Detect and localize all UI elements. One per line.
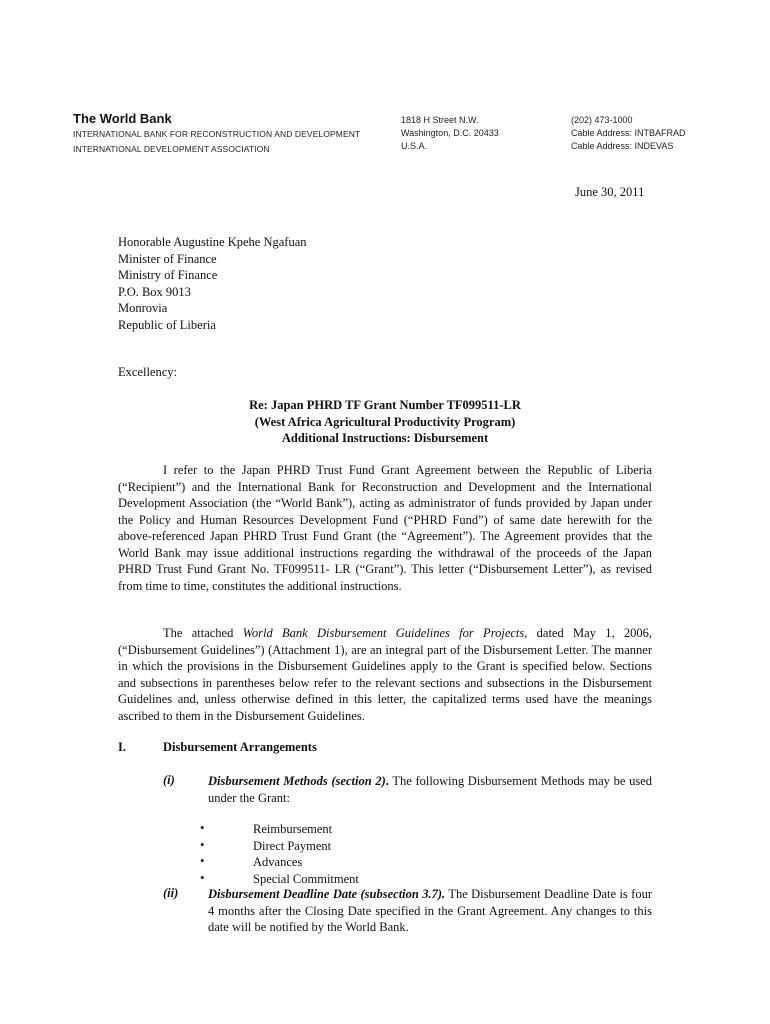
- bullet-icon: •: [200, 853, 205, 868]
- disbursement-methods-list: [200, 821, 359, 887]
- method-label: Direct Payment: [253, 838, 332, 853]
- list-item: [200, 871, 359, 888]
- salutation: Excellency:: [118, 365, 177, 379]
- letterhead-contact: [571, 114, 686, 153]
- subsection-disbursement-methods: [208, 773, 652, 806]
- method-label: Advances: [253, 855, 303, 869]
- subsection-deadline-date: [208, 886, 652, 936]
- recipient-line: Ministry of Finance: [118, 268, 218, 282]
- cable-address-1: Cable Address: INTBAFRAD: [571, 128, 686, 138]
- organization-line-ida: INTERNATIONAL DEVELOPMENT ASSOCIATION: [73, 144, 270, 154]
- subject-line-grant: Re: Japan PHRD TF Grant Number TF099511-LR: [249, 398, 521, 412]
- bullet-icon: •: [200, 820, 205, 835]
- paragraph-guidelines: [118, 625, 652, 724]
- address-city: Washington, D.C. 20433: [401, 128, 499, 138]
- letter-date: June 30, 2011: [575, 185, 645, 199]
- paragraph-guidelines-text-after: , dated May 1, 2006, (“Disbursement Guidelines”) (Attachment 1), are an integral part of the Disbursement Letter. The manner in which the provisions in the Disbursement Guidelines apply to the Grant is specified below. Sections and subsections in parentheses below refer to the relevant sections and subsections in the Disbursement Guidelines and, unless otherwise defined in this letter, the capitalized terms used have the meanings ascribed to them in the Disbursement Guidelines.: [118, 626, 652, 723]
- guidelines-document-title: World Bank Disbursement Guidelines for Projects: [242, 626, 525, 640]
- section-number: I.: [118, 740, 126, 754]
- address-street: 1818 H Street N.W.: [401, 115, 479, 125]
- address-country: U.S.A.: [401, 141, 428, 151]
- subsection-text: The following Disbursement Methods may be used under the Grant:: [208, 774, 652, 805]
- organization-line-ibrd: INTERNATIONAL BANK FOR RECONSTRUCTION AND DEVELOPMENT: [73, 129, 361, 139]
- recipient-line: P.O. Box 9013: [118, 284, 191, 299]
- subsection-heading: Disbursement Methods (section 2): [208, 774, 386, 788]
- paragraph-guidelines-text-before: The attached: [163, 626, 243, 640]
- method-label: Reimbursement: [253, 822, 333, 836]
- letterhead-organization: [73, 111, 360, 156]
- subject-line-instructions: Additional Instructions: Disbursement: [281, 431, 489, 445]
- bullet-icon: •: [200, 836, 205, 852]
- recipient-line: Republic of Liberia: [118, 317, 216, 332]
- list-item: [200, 854, 359, 871]
- list-item: [200, 838, 359, 855]
- letterhead-address: [401, 114, 499, 153]
- recipient-line: Monrovia: [118, 301, 168, 315]
- subsection-text: The Disbursement Deadline Date is four 4 months after the Closing Date specified in the Grant Agreement. Any changes to this date will be notified by the World Bank.: [208, 887, 652, 934]
- recipient-line: Honorable Augustine Kpehe Ngafuan: [118, 235, 307, 249]
- paragraph-introduction-text: I refer to the Japan PHRD Trust Fund Grant Agreement between the Republic of Liberia (“Recipient”) and the International Bank for Reconstruction and Development and the International Development Association (the “World Bank”), acting as administrator of funds provided by Japan under the Policy and Human Resources Development Fund (“PHRD Fund”) of same date herewith for the above-referenced Japan PHRD Trust Fund Grant (the “Agreement”). The Agreement provides that the World Bank may issue additional instructions regarding the withdrawal of the proceeds of the Japan PHRD Trust Fund Grant No. TF099511- LR (“Grant”). This letter (“Disbursement Letter”), as revised from time to time, constitutes the additional instructions.: [118, 463, 652, 593]
- cable-address-2: Cable Address: INDEVAS: [571, 141, 674, 151]
- subject-line-program: (West Africa Agricultural Productivity Program): [254, 414, 516, 429]
- subsection-number-i: (i): [163, 773, 175, 787]
- recipient-line: Minister of Finance: [118, 251, 217, 266]
- section-title: Disbursement Arrangements: [163, 740, 317, 754]
- method-label: Special Commitment: [253, 871, 359, 886]
- list-item: [200, 821, 359, 838]
- recipient-address: [118, 234, 307, 333]
- subsection-number-ii: (ii): [163, 886, 179, 900]
- paragraph-introduction: [118, 462, 652, 594]
- organization-name: The World Bank: [73, 111, 172, 126]
- subsection-heading-period: .: [385, 774, 389, 788]
- subject-block: [118, 397, 652, 447]
- bullet-icon: •: [200, 869, 205, 885]
- subsection-heading: Disbursement Deadline Date (subsection 3.7).: [208, 887, 446, 901]
- phone-number: (202) 473-1000: [571, 115, 633, 125]
